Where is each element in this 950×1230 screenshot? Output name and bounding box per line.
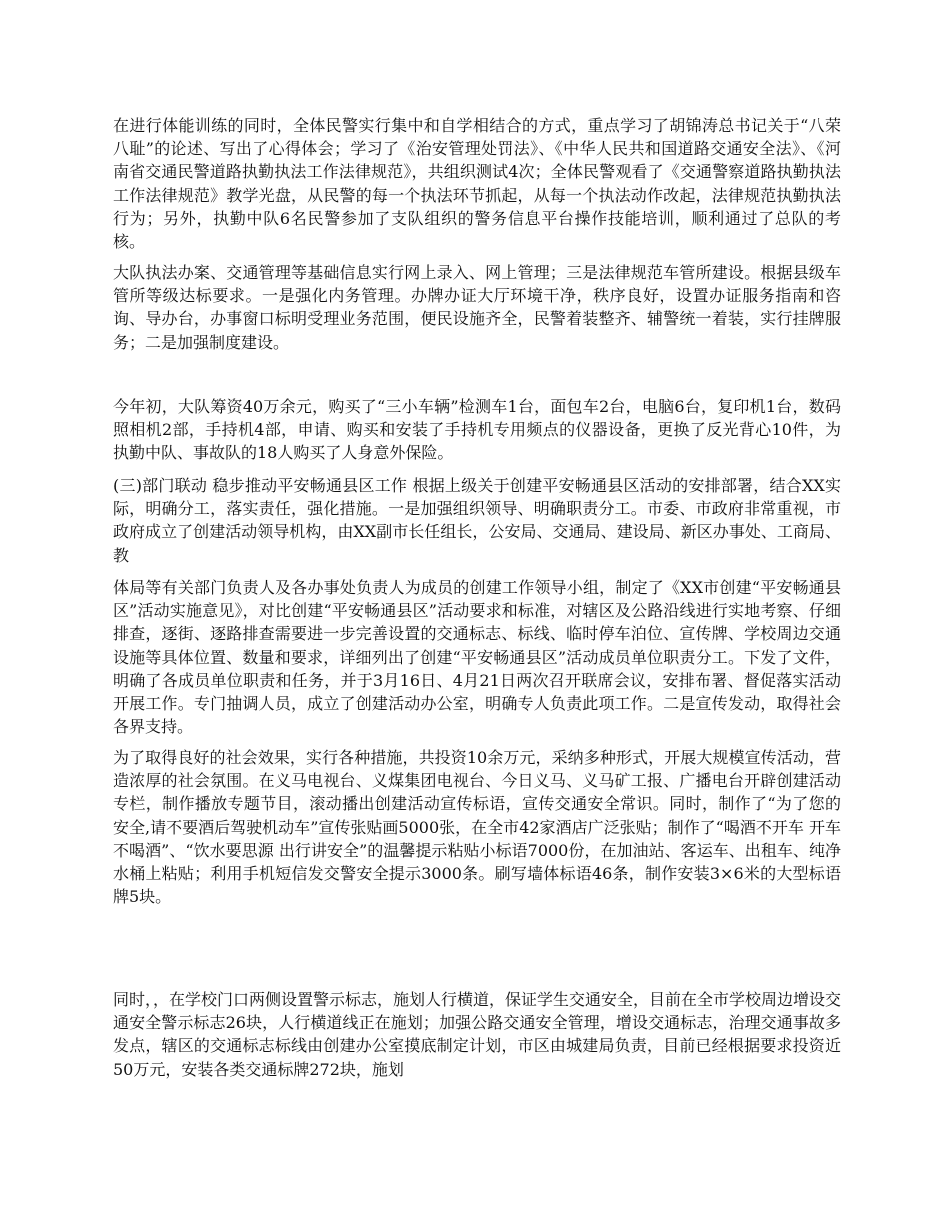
- paragraph-publicity-campaign: 为了取得良好的社会效果，实行各种措施，共投资10余万元，采纳多种形式，开展大规模宣传活动，营造浓厚的社会氛围。在义马电视台、义煤集团电视台、今日义马、义马矿工报、广播电台开辟创建活动专栏，制作播放专题节目，滚动播出创建活动宣传标语，宣传交通安全常识。同时，制作了“为了您的安全,请不要酒后驾驶机动车”宣传张贴画5000张，在全市42家酒店广泛张贴；制作了“喝酒不开车 开车不喝酒”、“饮水要思源 出行讲安全”的温馨提示粘贴小标语7000份，在加油站、客运车、出租车、纯净水桶上粘贴；利用手机短信发交警安全提示3000条。刷写墙体标语46条，制作安装3×6米的大型标语牌5块。: [113, 748, 841, 907]
- paragraph-online-management-vehicle-office: 大队执法办案、交通管理等基础信息实行网上录入、网上管理；三是法律规范车管所建设。根据县级车管所等级达标要求。一是强化内务管理。办牌办证大厅环境干净，秩序良好，设置办证服务指南和咨询、导办台，办事窗口标明受理业务范围，便民设施齐全，民警着装整齐、辅警统一着装，实行挂牌服务；二是加强制度建设。: [113, 263, 841, 352]
- paragraph-school-traffic-safety: 同时，，在学校门口两侧设置警示标志，施划人行横道，保证学生交通安全，目前在全市学校周边增设交通安全警示标志26块，人行横道线正在施划；加强公路交通安全管理，增设交通标志，治理交通事故多发点，辖区的交通标志标线由创建办公室摸底制定计划，市区由城建局负责，目前已经根据要求投资近50万元，安装各类交通标牌272块，施划: [113, 990, 842, 1079]
- paragraph-department-coordination: (三)部门联动 稳步推动平安畅通县区工作 根据上级关于创建平安畅通县区活动的安排部署，结合XX实际，明确分工，落实责任，强化措施。一是加强组织领导、明确职责分工。市委、市政府非常重视，市政府成立了创建活动领导机构，由XX副市长任组长，公安局、交通局、建设局、新区办事处、工商局、教: [113, 476, 841, 565]
- paragraph-leading-group: 体局等有关部门负责人及各办事处负责人为成员的创建工作领导小组，制定了《XX市创建“平安畅通县区”活动实施意见》，对比创建“平安畅通县区”活动要求和标准，对辖区及公路沿线进行实地考察、仔细排查，逐街、逐路排查需要进一步完善设置的交通标志、标线、临时停车泊位、宣传牌、学校周边交通设施等具体位置、数量和要求，详细列出了创建“平安畅通县区”活动成员单位职责分工。下发了文件，明确了各成员单位职责和任务，并于3月16日、4月21日两次召开联席会议，安排布署、督促落实活动开展工作。专门抽调人员，成立了创建活动办公室，明确专人负责此项工作。二是宣传发动，取得社会各界支持。: [113, 578, 841, 737]
- paragraph-equipment-funding: 今年初，大队筹资40万余元，购买了“三小车辆”检测车1台，面包车2台，电脑6台，复印机1台，数码照相机2部，手持机4部，申请、购买和安装了手持机专用频点的仪器设备，更换了反光背心10件，为执勤中队、事故队的18人购买了人身意外保险。: [113, 397, 841, 463]
- paragraph-physical-training-study: 在进行体能训练的同时，全体民警实行集中和自学相结合的方式，重点学习了胡锦涛总书记关于“八荣八耻”的论述、写出了心得体会；学习了《治安管理处罚法》、《中华人民共和国道路交通安全法》、《河南省交通民警道路执勤执法工作法律规范》，共组织测试4次；全体民警观看了《交通警察道路执勤执法工作法律规范》教学光盘，从民警的每一个执法环节抓起，从每一个执法动作改起，法律规范执勤执法行为；另外，执勤中队6名民警参加了支队组织的警务信息平台操作技能培训，顺利通过了总队的考核。: [113, 116, 841, 252]
